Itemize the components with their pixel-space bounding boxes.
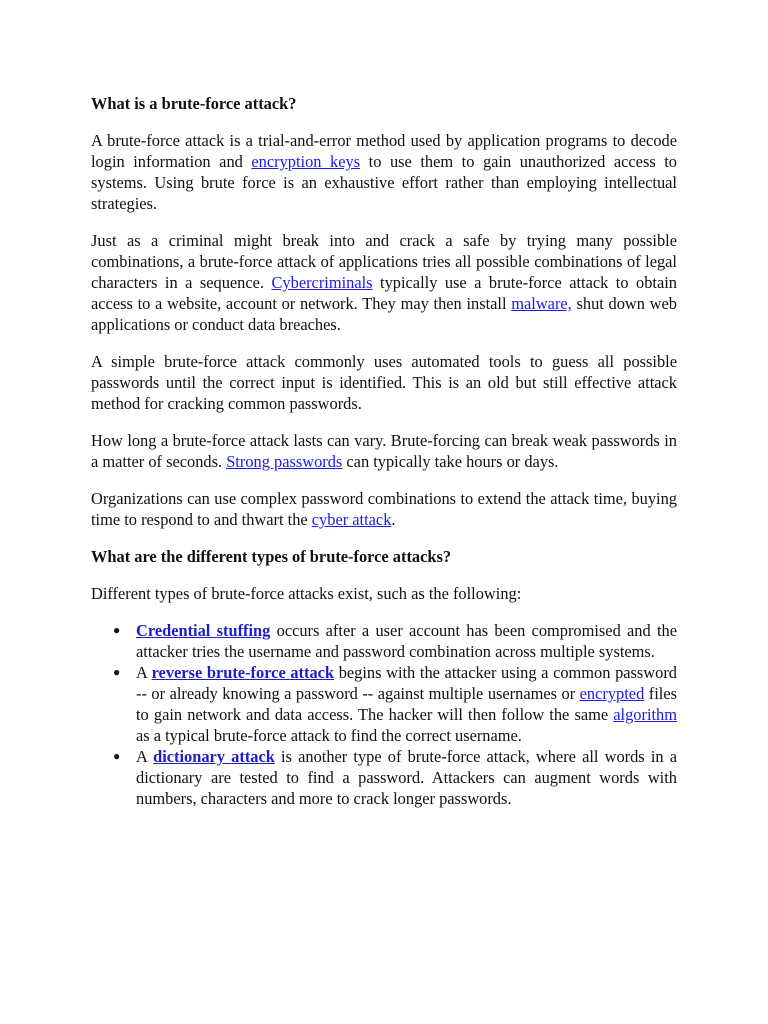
paragraph-text: How long a brute-force attack lasts can vary. Brute-forcing can break weak passwords in a matter of seconds.	[91, 431, 677, 471]
link-cyber-attack[interactable]: cyber attack	[311, 510, 392, 529]
list-item-text: begins with the attacker using a common password -- or already knowing a password -- against multiple usernames or	[136, 663, 677, 703]
bullet-icon: ●	[113, 623, 121, 637]
paragraph-definition	[91, 130, 677, 214]
paragraph-simple-attack: A simple brute-force attack commonly uses automated tools to guess all possible passwords until the correct input is identified. This is an old but still effective attack method for cracking common passwords.	[91, 352, 677, 413]
link-reverse-brute-force-attack[interactable]: reverse brute-force attack	[151, 663, 335, 682]
heading-types: What are the different types of brute-force attacks?	[91, 547, 452, 566]
link-malware[interactable]: malware,	[511, 294, 572, 313]
link-strong-passwords[interactable]: Strong passwords	[226, 452, 343, 471]
list-item-dictionary-attack	[91, 746, 677, 809]
link-encryption-keys[interactable]: encryption keys	[251, 152, 361, 171]
link-algorithm[interactable]: algorithm	[613, 705, 677, 724]
link-cybercriminals[interactable]: Cybercriminals	[271, 273, 373, 292]
list-item-prefix: A	[136, 663, 152, 682]
link-encrypted[interactable]: encrypted	[579, 684, 645, 703]
paragraph-types-intro: Different types of brute-force attacks exist, such as the following:	[91, 584, 522, 603]
paragraph-text: Just as a criminal might break into and crack a safe by trying many possible combinations, a brute-force attack of applications tries all possible combinations of legal characters in a sequence.	[91, 231, 677, 292]
link-dictionary-attack[interactable]: dictionary attack	[153, 747, 275, 766]
paragraph-text: A brute-force attack is a trial-and-error method used by application programs to decode login information and	[91, 131, 677, 171]
heading-what-is-brute-force: What is a brute-force attack?	[91, 94, 297, 113]
list-item-text: files to gain network and data access. The hacker will then follow the same	[136, 684, 677, 724]
types-list	[91, 620, 677, 809]
paragraph-text: can typically take hours or days.	[342, 452, 559, 471]
paragraph-duration	[91, 430, 677, 472]
document-page	[91, 93, 677, 809]
paragraph-text: shut down web applications or conduct data breaches.	[91, 294, 677, 334]
paragraph-text: .	[391, 510, 396, 529]
list-item-text: is another type of brute-force attack, where all words in a dictionary are tested to find a password. Attackers can augment words with numbers, characters and more to crack longer passwords.	[136, 747, 678, 808]
list-item-prefix: A	[136, 747, 154, 766]
list-item-credential-stuffing	[91, 620, 677, 662]
list-item-reverse-brute-force	[91, 662, 677, 746]
paragraph-text: typically use a brute-force attack to obtain access to a website, account or network. They may then install	[91, 273, 677, 313]
list-item-text: occurs after a user account has been compromised and the attacker tries the username and password combination across multiple systems.	[136, 621, 677, 661]
paragraph-organizations	[91, 488, 677, 530]
bullet-icon: ●	[113, 665, 121, 679]
bullet-icon: ●	[113, 749, 121, 763]
paragraph-text: to use them to gain unauthorized access to systems. Using brute force is an exhaustive effort rather than employing intellectual strategies.	[91, 152, 677, 213]
list-item-text: as a typical brute-force attack to find the correct username.	[136, 726, 522, 745]
paragraph-safe-analogy	[91, 230, 677, 335]
link-credential-stuffing[interactable]: Credential stuffing	[136, 621, 271, 640]
paragraph-text: Organizations can use complex password combinations to extend the attack time, buying time to respond to and thwart the	[91, 489, 677, 529]
